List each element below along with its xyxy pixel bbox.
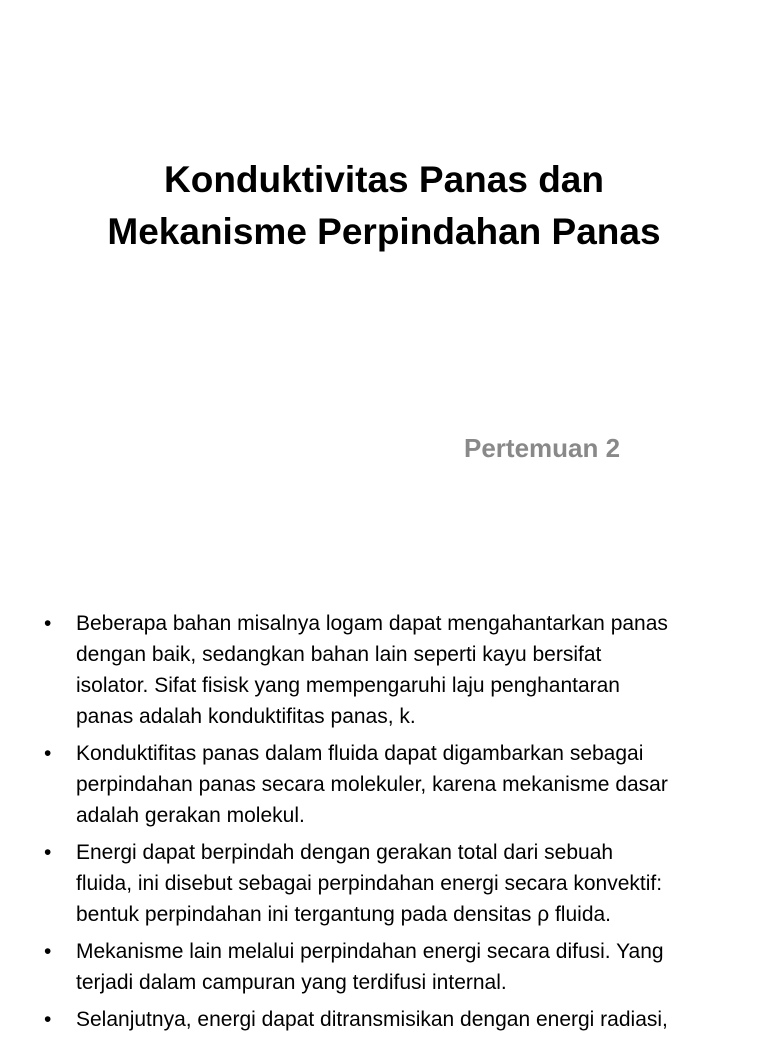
bullet-text-line: fluida, ini disebut sebagai perpindahan energi secara konvektif:	[76, 872, 663, 895]
bullet-text-line: Beberapa bahan misalnya logam dapat mengahantarkan panas	[76, 612, 668, 635]
content-slide	[0, 580, 768, 1031]
bullet-item	[44, 936, 744, 998]
slide-subtitle: Pertemuan 2	[464, 433, 621, 463]
bullet-text-line: Selanjutnya, energi dapat ditransmisikan dengan energi radiasi,	[76, 1008, 668, 1031]
bullet-text-line: Mekanisme lain melalui perpindahan energi secara difusi. Yang	[76, 940, 664, 963]
bullet-text-line: bentuk perpindahan ini tergantung pada densitas ρ fluida.	[76, 903, 612, 926]
slide-title-line: Konduktivitas Panas dan	[164, 159, 604, 200]
bullet-icon: •	[44, 1008, 52, 1031]
bullet-text-line: Energi dapat berpindah dengan gerakan total dari sebuah	[76, 841, 614, 864]
slide-title-line: Mekanisme Perpindahan Panas	[107, 211, 661, 252]
bullet-text-line: isolator. Sifat fisisk yang mempengaruhi laju penghantaran	[76, 674, 620, 697]
bullet-text-line: panas adalah konduktifitas panas, k.	[76, 705, 416, 728]
bullet-text-line: adalah gerakan molekul.	[76, 804, 305, 827]
bullet-icon: •	[44, 742, 52, 765]
bullet-list	[44, 608, 744, 1041]
bullet-text-line: Konduktifitas panas dalam fluida dapat digambarkan sebagai	[76, 742, 644, 765]
bullet-item	[44, 837, 744, 930]
bullet-icon: •	[44, 841, 52, 864]
bullet-icon: •	[44, 940, 52, 963]
bullet-item	[44, 608, 744, 732]
bullet-text-line: dengan baik, sedangkan bahan lain seperti kayu bersifat	[76, 643, 602, 666]
bullet-item	[44, 1004, 744, 1035]
bullet-text-line: terjadi dalam campuran yang terdifusi internal.	[76, 971, 507, 994]
bullet-text-line: perpindahan panas secara molekuler, karena mekanisme dasar	[76, 773, 668, 796]
bullet-icon: •	[44, 612, 52, 635]
slide-title	[40, 154, 728, 258]
bullet-item	[44, 738, 744, 831]
